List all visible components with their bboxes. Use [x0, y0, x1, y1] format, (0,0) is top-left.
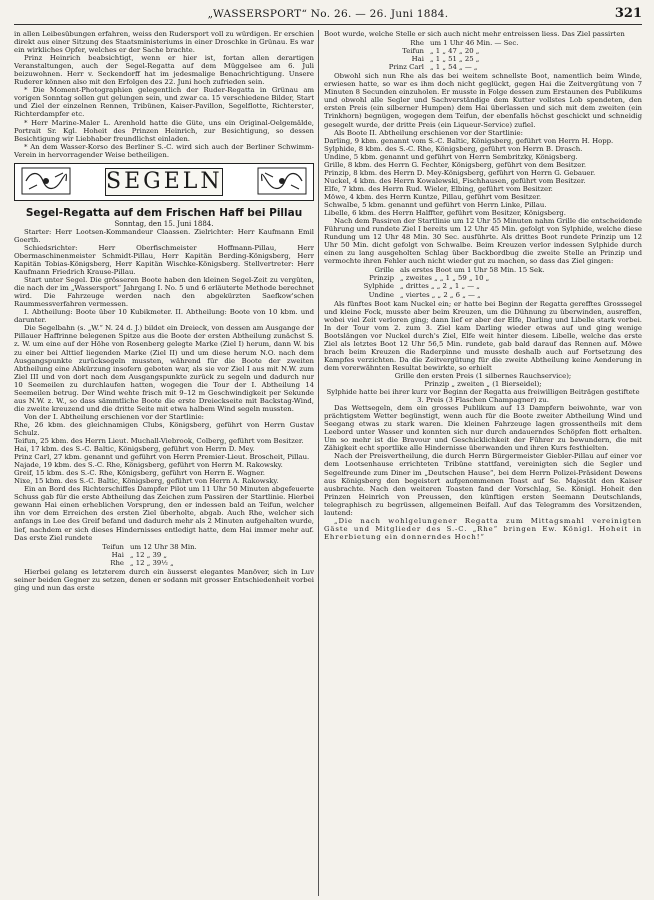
times-table [14, 543, 314, 567]
paragraph: in allen Leibesübungen erfahren, weiss den Rudersport voll zu würdigen. Er erschien direkt aus einer Sitzung des Staatsministeriums in einer Droschke in Grünau. Es war ein wirkliches Opfer, welches er der Sache brachte. [14, 30, 314, 55]
time-value: als erstes Boot um 1 Uhr 58 Min. 15 Sek. [400, 266, 545, 275]
section-banner [14, 163, 314, 201]
banner-title: SEGELN [106, 168, 223, 194]
time-value: „ 1 „ 47 „ 20 „ [430, 47, 480, 56]
article-heading: Segel-Regatta auf dem Frischen Haff bei Pillau [25, 206, 303, 219]
entry-item: Darling, 9 kbm. genannt vom S.-C. Baltic, Königsberg, geführt von Herrn H. Hopp. [324, 136, 614, 145]
boat-name: Hai [411, 55, 424, 64]
paragraph: Start unter Segel. Die grösseren Boote haben den kleinen Segel-Zeit zu vergüten, die nach der im „Wassersport“ Jahrgang I. No. 5 und 6 erläuterte Methode berechnet wird. Die Fahrzeuge werden nach den abgekürzten Saefkow'schen Raummessverfahren vermessen. [14, 276, 314, 309]
paragraph: * An dem Wasser-Korso des Berliner S.-C. wird sich auch der Berliner Schwimm-Verein in hervorragender Weise betheiligen. [14, 142, 314, 159]
times-table [324, 39, 642, 71]
entry-item: Prinzip, 8 kbm. des Herrn D. Mey-Königsberg, geführt von Herrn G. Gebauer. [324, 168, 596, 177]
ornament-right-icon [257, 167, 307, 195]
table-row [14, 551, 314, 559]
boat-name: Teifun [402, 47, 424, 56]
entry-item: Undine, 5 kbm. genannt und geführt von Herrn Sembritzky, Königsberg. [324, 152, 578, 161]
table-row [324, 63, 642, 71]
paragraph: Starter: Herr Lootsen-Kommandeur Claassen. Zielrichter: Herr Kaufmann Emil Goerth. [14, 227, 314, 244]
boat-name: Grille [374, 266, 394, 275]
time-value: „ 1 „ 54 „ — „ [430, 63, 478, 72]
paragraph: I. Abtheilung: Boote über 10 Kubikmeter. II. Abtheilung: Boote von 10 kbm. und darunter. [14, 308, 314, 325]
times-table [324, 266, 642, 298]
paragraph: Die Segelbahn (s. „W.“ N. 24 d. J.) bildet ein Dreieck, von dessen am Ausgange der Pillauer Haffrinne belegenen Spitze aus die Boote der ersten Abtheilung zunächst S. z. W. um eine auf der Höhe von Rosenberg gelegte Marke (Ziel I) herum, dann W. bis zu einer bei Alttief liegenden Marke (Ziel II) und um diese herum N.O. nach dem Ausgangspunkte zurücksegeln mussten, während für die Boote der zweiten Abtheilung eine Abkürzung insofern geboten war, als sie vor Ziel I aus mit N.W. zum Ziel III und von dort nach dem Ausgangspunkte zurück zu segeln und dadurch nur 10 Seemeilen zu durchlaufen hatten, wogegen die Tour der I. Abtheilung 14 Seemeilen betrug. Der Wind wehte frisch mit 9–12 m Geschwindigkeit per Sekunde aus N.W. z. W., so dass sämmtliche Boote die erste Dreieckseite mit Backstag-Wind, die zweite kreuzend und die dritte Seite mit etwa halbem Wind segeln mussten. [14, 324, 314, 413]
table-row [324, 282, 642, 290]
table-row [324, 274, 642, 282]
time-value: „ 12 „ 39 „ [130, 550, 168, 559]
paragraph: Ein an Bord des Richterschiffes Dampfer Pilot um 11 Uhr 50 Minuten abgefeuerte Schuss gab für die erste Abtheilung das Zeichen zum Passiren der Startlinie. Hierbei gewann Hai einen erheblichen Vorsprung, den er indessen bald an Teifun, welcher ihn vor dem Erreichen des ersten Ziel überholte, abgab. Auch Rhe, welcher sich anfangs in Lee des Greif befand und dadurch mehr als 2 Minuten aufgehalten wurde, lief, nachdem er sich dieses Hindernisses entledigt hatte, dem Hai immer mehr auf. Das erste Ziel rundete [14, 485, 314, 542]
entry-item: Nuckel, 4 kbm. des Herrn Kowalewski, Fischhausen, geführt vom Besitzer. [324, 176, 586, 185]
paragraph: Boot wurde, welche Stelle er sich auch nicht mehr entreissen liess. Das Ziel passirten [324, 30, 625, 38]
left-column [14, 30, 314, 896]
entry-item: Teifun, 25 kbm. des Herrn Lieut. Muchall-Viebrook, Colberg, geführt vom Besitzer. [14, 437, 304, 446]
running-title: „WASSERSPORT“ No. 26. — 26. Juni 1884. [207, 8, 449, 20]
entry-item: Prinz Carl, 27 kbm. genannt und geführt von Herrn Premier-Lieut. Broscheit, Pillau. [14, 453, 310, 462]
boat-name: Undine [368, 290, 394, 299]
table-row [324, 47, 642, 55]
paragraph: Schiedsrichter: Herr Oberfischmeister Hoffmann-Pillau, Herr Obermaschinenmeister Schmidt-Pillau, Herr Kapitän Berding-Königsberg, Herr Kapitän Tobias-Königsberg, Herr Kapitän Wischke-Königsberg. Stellvertreter: Herr Kaufmann Friedrich Krause-Pillau. [14, 243, 314, 277]
boat-name: Teifun [102, 542, 124, 551]
paragraph: * Die Moment-Photographien gelegentlich der Ruder-Regatta in Grünau am vorigen Sonntag sollen gut gelungen sein, und zwar ca. 15 verschiedene Bilder, Start und Ziel der einzelnen Rennen, Tribünen, Kaiser-Pavillon, Segelflotte, Richterstег, Richterdampfer etc. [14, 86, 314, 119]
prize-item: Sylphide hatte bei ihrer kurz vor Beginn der Regatta aus freiwilligen Beiträgen gestiftete 3. Preis (3 Flaschen Champagner) zu. [326, 388, 640, 405]
page-number: 321 [614, 6, 642, 21]
boat-name: Rhe [110, 558, 124, 567]
entry-item: Libelle, 6 kbm. des Herrn Halffter, geführt vom Besitzer, Königsberg. [324, 209, 567, 218]
table-row [324, 291, 642, 299]
table-row [14, 559, 314, 567]
entry-item: Nixe, 15 kbm. des S.-C. Baltic, Königsberg, geführt von Herrn A. Rakowsky. [14, 477, 279, 486]
time-value: „ zweites „ „ 1 „ 59 „ 10 „ [400, 274, 490, 283]
table-row [324, 39, 642, 47]
entry-item: Greif, 15 kbm. des S.-C. Rhe, Königsberg, geführt von Herrn E. Wagner. [14, 469, 265, 478]
table-row [14, 543, 314, 551]
time-value: um 1 Uhr 46 Min. — Sec. [430, 39, 519, 48]
entry-item: Möwe, 4 kbm. des Herrn Kuntze, Pillau, geführt vom Besitzer. [324, 192, 542, 201]
telegram-quote: „Die nach wohlgelungener Regatta zum Mittagsmahl vereinigten Gäste und Mitglieder des S.-C. „Rhe“ bringen Ew. Königl. Hoheit in Ehrerbietung ein donnerndes Hoch!“ [324, 516, 642, 541]
time-value: „ viertes „ „ 2 „ 6 „ — „ [400, 290, 481, 299]
paragraph: Als fünftes Boot kam Nuckel ein; er hatte bei Beginn der Regatta gerefftes Grosssegel und kleine Fock, musste aber beim Kreuzen, um die Dühnung zu überwinden, ausreffen, wobei viel Zeit verloren ging; dann lief er aber der Elfe, Darling und Libelle stark vorbei. In der Tour vom 2. zum 3. Ziel kam Darling wieder etwas auf und ging wenige Bootslängen vor Nuckel durch's Ziel, Elfe weit hinter diesem. Libelle, welche das erste Ziel als letztes Boot 12 Uhr 56,5 Min. rundete, gab bald darauf das Rennen auf. Möwe brach beim Kreuzen die Raderpinne und musste deshalb auch auf Fortsetzung des Kampfes verzichten. Da die Zeitvergütung für die zweite Abtheilung keine Aenderung in dem vorerwähnten Resultat bewirkte, so erhielt [324, 299, 642, 372]
paragraph: Hierbei gelang es letzterem durch ein äusserst elegantes Manöver, sich in Luv seiner beiden Gegner zu setzen, denen er sodann mit grosser Entschiedenheit vorbei ging und nun das erste [14, 567, 314, 592]
paragraph: Obwohl sich nun Rhe als das bei weitem schnellste Boot, namentlich beim Winde, erwiesen hatte, so war es ihm doch nicht geglückt, gegen Hai die Zeitvergütung von 7 Minuten 8 Secunden einzuholen. Er musste in Folge dessen zum Erstaunen des Publikums und obwohl alle Segler und Sachverständige dem Kutter vollstes Lob spendeten, den ersten Preis (ein silberner Humpen) dem Hai überlassen und sich mit dem zweiten (ein Trinkhorn) begnügen, wogegen dem Teifun, der ebenfalls höchst geschickt und schneidig gesegelt wurde, der dritte Preis (ein Liqueur-Service) zufiel. [324, 72, 642, 129]
entry-item: Schwalbe, 5 kbm. genannt und geführt von Herrn Linke, Pillau. [324, 200, 547, 209]
table-row [324, 55, 642, 63]
entry-item: Rhe, 26 kbm. des gleichnamigen Clubs, Königsberg, geführt von Herrn Gustav Schulz. [14, 420, 314, 437]
article-date: Sonntag, den 15. Juni 1884. [114, 219, 214, 228]
time-value: um 12 Uhr 38 Min. [130, 542, 197, 551]
entry-item: Elfe, 7 kbm. des Herrn Rud. Wieler, Elbing, geführt vom Besitzer. [324, 184, 553, 193]
paragraph: Nach der Preisvertheilung, die durch Herrn Bürgermeister Giebler-Pillau auf einer vor dem Lootsenhause errichteten Tribüne stattfand, vereinigten sich die Segler und Segelfreunde zum Diner im „Deutschen Hause“, bei dem Herrn Polizei-Präsident Dewens aus Königsberg den begeistert aufgenommenen Toast auf Se. Majestät den Kaiser ausbrachte. Nach den weiteren Toasten fand der Vorschlag, Se. Königl. Hoheit den Prinzen Heinrich von Preussen, den künftigen ersten Seemann Deutschlands, telegraphisch zu begrüssen, allgemeinen Beifall. Auf das Telegramm des Vorsitzenden, lautend: [324, 452, 642, 517]
table-row [324, 266, 642, 274]
time-value: „ drittes „ „ 2 „ 1 „ — „ [400, 282, 480, 291]
right-column [324, 30, 642, 896]
time-value: „ 1 „ 51 „ 25 „ [430, 55, 480, 64]
ornament-left-icon [21, 167, 71, 195]
entry-item: Sylphide, 8 kbm. des S.-C. Rhe, Königsberg, geführt von Herrn B. Drasch. [324, 144, 583, 153]
boat-name: Sylphide [363, 282, 394, 291]
boat-name: Prinz Carl [388, 63, 424, 72]
paragraph: Das Wettsegeln, dem ein grosses Publikum auf 13 Dampfern beiwohnte, war von prächtigstem Wetter begünstigt, wenn auch für die Boote zweiter Abtheilung Wind und Seegang etwas zu stark waren. Die kleinen Fahrzeuge lagen grossentheils mit dem Leebord unter Wasser und konnten sich nur durch andauerndes Schöpfen flott erhalten. Um so mehr ist die Bravour und Geschicklichkeit der Führer zu bewundern, die mit Zähigkeit echt sportlike alle Hindernisse überwanden und ihren Kurs festhielten. [324, 404, 642, 453]
time-value: „ 12 „ 39½ „ [130, 558, 174, 567]
prize-item: Grille den ersten Preis (1 silbernes Rauchservice); [394, 371, 572, 380]
entry-item: Najade, 19 kbm. des S.-C. Rhe, Königsberg, geführt von Herrn M. Rakowsky. [14, 461, 283, 470]
boat-name: Prinzip [369, 274, 394, 283]
paragraph: * Herr Marine-Maler L. Arenhold hatte die Güte, uns ein Original-Oelgemälde, Portrait Sr. Kgl. Hoheit des Prinzen Heinrich, zur Besichtigung, so dessen Besichtigung wir Liebhaber freundlichst einladen. [14, 118, 314, 143]
boat-name: Hai [111, 550, 124, 559]
entry-item: Grille, 8 kbm. des Herrn G. Fechter, Königsberg, geführt von dem Besitzer. [324, 160, 587, 169]
column-divider [318, 30, 319, 896]
paragraph: Prinz Heinrich beabsichtigt, wenn er hier ist, fortan allen derartigen Veranstaltungen, auch der Segel-Regatta auf dem Müggelsee am 6. Juli beizuwohnen. Herr v. Seckendorff hat im jedesmalige Benachrichtigung. Unsere Ruderer können also mit den Erfolgen des 22. Juni hoch zufrieden sein. [14, 54, 314, 87]
paragraph: Nach dem Passiren der Startlinie um 12 Uhr 55 Minuten nahm Grille die entscheidende Führung und rundete Ziel I bereits um 12 Uhr 45 Min. gefolgt von Sylphide, welche diese Rundung um 12 Uhr 48 Min. 30 Sec. ausführte. Als drittes Boot rundete Prinzip um 12 Uhr 50 Min. dicht gefolgt von Schwalbe. Beim Kreuzen verlor indessen Sylphide durch einen zu lang ausgeholten Schlag über Backbordbug die zweite Stelle an Prinzip und vermochte ihren Fehler auch nicht wieder gut zu machen, so dass das Ziel gingen: [324, 217, 642, 266]
paragraph: Von der I. Abtheilung erschienen vor der Startlinie: [24, 412, 204, 421]
page-header [14, 6, 642, 25]
prize-item: Prinzip „ zweiten „ (1 Bierseidel); [424, 380, 542, 389]
boat-name: Rhe [410, 39, 424, 48]
entry-item: Hai, 17 kbm. des S.-C. Baltic, Königsberg, geführt von Herrn D. Mey. [14, 445, 255, 454]
paragraph: Als Boote II. Abtheilung erschienen vor der Startlinie: [334, 128, 523, 137]
